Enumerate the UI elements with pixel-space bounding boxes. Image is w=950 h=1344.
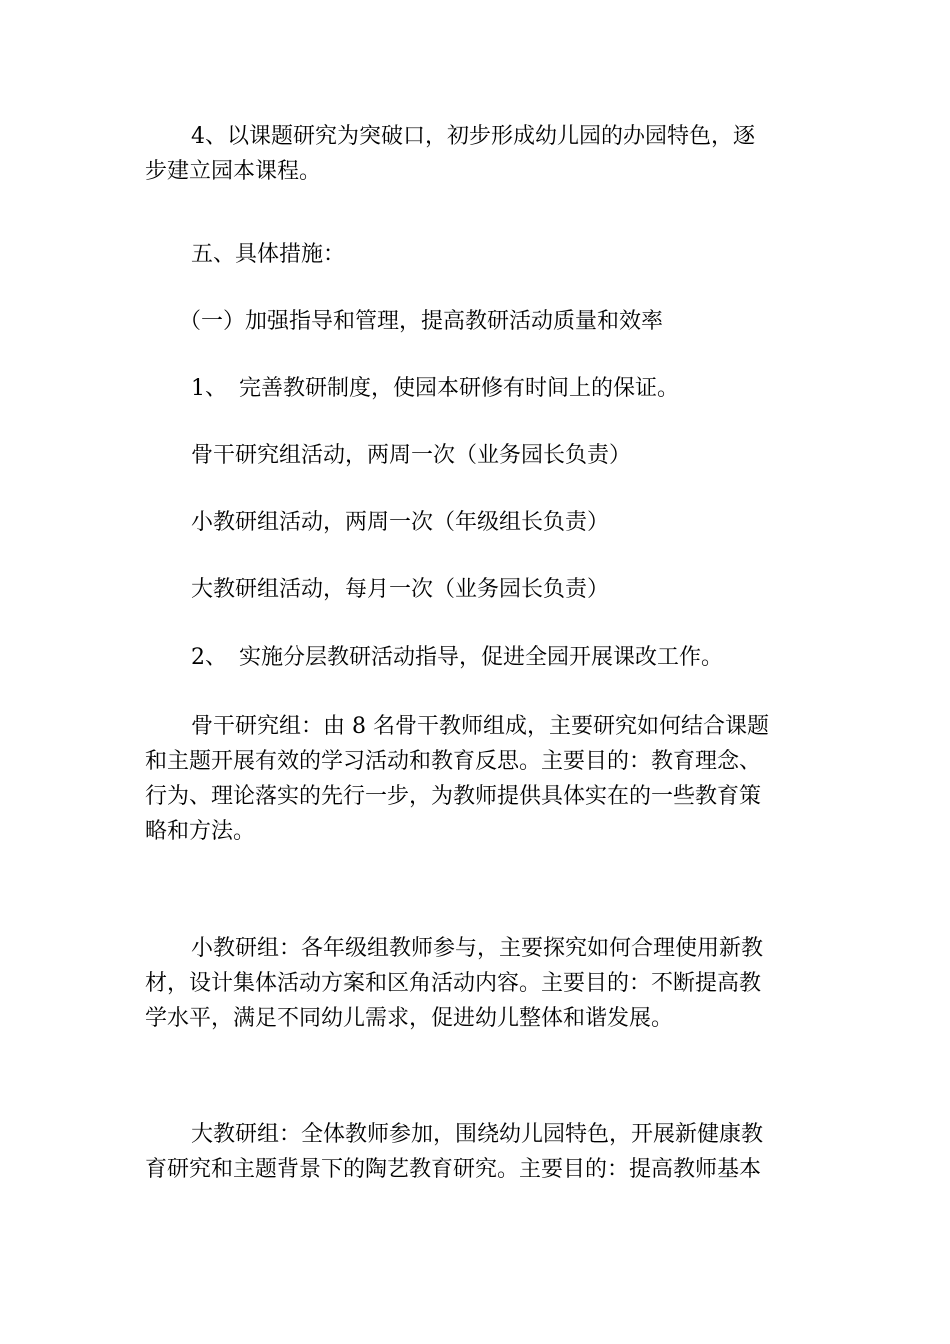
- subsection-heading-1: [145, 304, 810, 339]
- text-line: （一）加强指导和管理，提高教研活动质量和效率: [179, 309, 664, 334]
- text-line: 略和方法。: [145, 819, 256, 844]
- paragraph-large-group: [145, 1117, 810, 1187]
- item-text: 完善教研制度，使园本研修有时间上的保证。: [239, 376, 680, 401]
- text-line: 和主题开展有效的学习活动和教育反思。主要目的：教育理念、: [145, 749, 762, 774]
- paragraph-core-group: [145, 709, 810, 849]
- item-text: 实施分层教研活动指导，促进全园开展课改工作。: [239, 645, 724, 670]
- item-number: 2、: [191, 645, 227, 670]
- list-item-1: [145, 371, 810, 406]
- text-line: 大教研组：全体教师参加，围绕幼儿园特色，开展新健康教: [191, 1122, 764, 1147]
- text-line: 育研究和主题背景下的陶艺教育研究。主要目的：提高教师基本: [145, 1157, 762, 1182]
- text-line: 小教研组：各年级组教师参与，主要探究如何合理使用新教: [191, 936, 764, 961]
- list-item-2: [145, 640, 810, 675]
- text-line: 五、具体措施：: [191, 242, 346, 267]
- item-number: 1、: [191, 376, 227, 401]
- text-line: 学水平，满足不同幼儿需求，促进幼儿整体和谐发展。: [145, 1006, 674, 1031]
- text-line: [145, 371, 810, 406]
- text-line: 骨干研究组活动，两周一次（业务园长负责）: [191, 443, 632, 468]
- text-line: 大教研组活动，每月一次（业务园长负责）: [191, 577, 610, 602]
- text-line: 骨干研究组：由 8 名骨干教师组成，主要研究如何结合课题: [191, 714, 769, 739]
- paragraph-small-group: [145, 931, 810, 1036]
- text-line: 小教研组活动，两周一次（年级组长负责）: [191, 510, 610, 535]
- section-heading-measures: [145, 237, 810, 272]
- schedule-small-group: [145, 505, 810, 540]
- schedule-core-group: [145, 438, 810, 473]
- paragraph-goal-4: [145, 119, 810, 189]
- text-line: 材，设计集体活动方案和区角活动内容。主要目的：不断提高教: [145, 971, 762, 996]
- schedule-large-group: [145, 572, 810, 607]
- text-line: 步建立园本课程。: [145, 159, 322, 184]
- text-line: 行为、理论落实的先行一步，为教师提供具体实在的一些教育策: [145, 784, 762, 809]
- text-line: [145, 640, 810, 675]
- text-line: 4、以课题研究为突破口，初步形成幼儿园的办园特色，逐: [191, 124, 755, 149]
